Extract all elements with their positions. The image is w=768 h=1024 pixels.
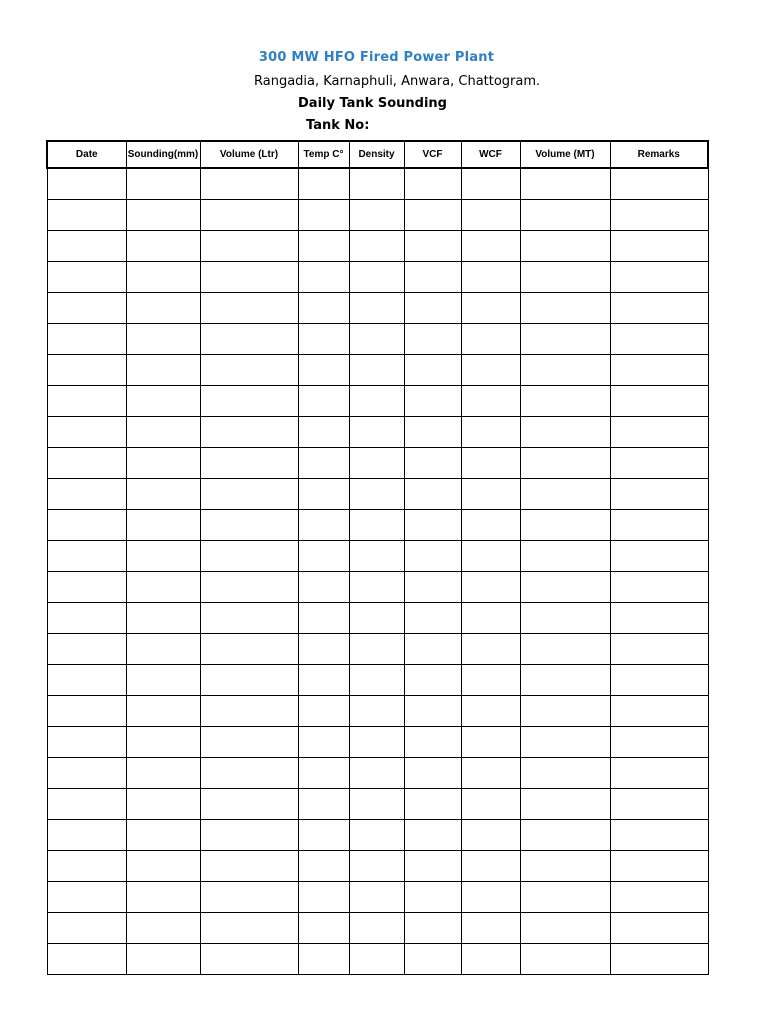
table-cell[interactable] (200, 448, 298, 479)
table-cell[interactable] (349, 820, 404, 851)
table-cell[interactable] (47, 665, 126, 696)
table-cell[interactable] (298, 603, 349, 634)
table-cell[interactable] (126, 479, 200, 510)
table-row (47, 913, 708, 944)
column-header-sounding: Sounding(mm) (126, 141, 200, 168)
table-cell[interactable] (349, 479, 404, 510)
table-cell[interactable] (520, 758, 610, 789)
table-cell[interactable] (298, 231, 349, 262)
table-cell[interactable] (520, 789, 610, 820)
table-cell[interactable] (349, 262, 404, 293)
table-cell[interactable] (349, 727, 404, 758)
table-cell[interactable] (461, 572, 520, 603)
table-cell[interactable] (461, 324, 520, 355)
table-cell[interactable] (610, 293, 708, 324)
table-cell[interactable] (520, 665, 610, 696)
sheet-heading: Daily Tank Sounding (298, 96, 447, 111)
table-row (47, 386, 708, 417)
table-cell[interactable] (461, 851, 520, 882)
table-cell[interactable] (610, 634, 708, 665)
table-cell[interactable] (610, 417, 708, 448)
table-cell[interactable] (461, 665, 520, 696)
table-cell[interactable] (461, 696, 520, 727)
table-cell[interactable] (47, 634, 126, 665)
table-cell[interactable] (200, 324, 298, 355)
column-header-remarks: Remarks (610, 141, 708, 168)
table-row (47, 603, 708, 634)
table-cell[interactable] (298, 634, 349, 665)
table-cell[interactable] (461, 541, 520, 572)
table-cell[interactable] (404, 168, 461, 200)
table-cell[interactable] (404, 696, 461, 727)
table-cell[interactable] (47, 572, 126, 603)
table-cell[interactable] (126, 634, 200, 665)
table-cell[interactable] (126, 727, 200, 758)
table-cell[interactable] (298, 820, 349, 851)
table-cell[interactable] (461, 355, 520, 386)
table-cell[interactable] (610, 665, 708, 696)
table-cell[interactable] (404, 386, 461, 417)
table-cell[interactable] (404, 572, 461, 603)
table-cell[interactable] (298, 200, 349, 231)
table-cell[interactable] (520, 603, 610, 634)
table-cell[interactable] (461, 820, 520, 851)
table-cell[interactable] (47, 168, 126, 200)
table-cell[interactable] (47, 758, 126, 789)
table-cell[interactable] (47, 510, 126, 541)
table-cell[interactable] (404, 479, 461, 510)
table-cell[interactable] (520, 448, 610, 479)
table-cell[interactable] (298, 851, 349, 882)
table-cell[interactable] (610, 851, 708, 882)
table-cell[interactable] (298, 727, 349, 758)
table-cell[interactable] (126, 758, 200, 789)
table-cell[interactable] (404, 417, 461, 448)
table-cell[interactable] (298, 417, 349, 448)
table-cell[interactable] (126, 293, 200, 324)
table-cell[interactable] (47, 913, 126, 944)
table-cell[interactable] (126, 417, 200, 448)
table-cell[interactable] (47, 696, 126, 727)
table-cell[interactable] (461, 944, 520, 975)
table-cell[interactable] (610, 200, 708, 231)
table-cell[interactable] (298, 665, 349, 696)
table-cell[interactable] (126, 665, 200, 696)
table-cell[interactable] (349, 541, 404, 572)
table-cell[interactable] (349, 603, 404, 634)
table-cell[interactable] (200, 820, 298, 851)
table-cell[interactable] (610, 789, 708, 820)
table-cell[interactable] (47, 944, 126, 975)
table-row (47, 479, 708, 510)
table-cell[interactable] (404, 231, 461, 262)
table-cell[interactable] (404, 510, 461, 541)
table-cell[interactable] (47, 851, 126, 882)
table-cell[interactable] (47, 386, 126, 417)
table-cell[interactable] (520, 820, 610, 851)
table-row (47, 293, 708, 324)
table-cell[interactable] (200, 851, 298, 882)
table-cell[interactable] (298, 324, 349, 355)
table-cell[interactable] (461, 293, 520, 324)
table-cell[interactable] (520, 634, 610, 665)
table-cell[interactable] (200, 386, 298, 417)
table-cell[interactable] (349, 386, 404, 417)
table-cell[interactable] (47, 541, 126, 572)
table-cell[interactable] (349, 851, 404, 882)
table-cell[interactable] (349, 944, 404, 975)
table-cell[interactable] (404, 324, 461, 355)
plant-title: 300 MW HFO Fired Power Plant (258, 50, 495, 65)
table-row (47, 324, 708, 355)
table-cell[interactable] (126, 262, 200, 293)
table-cell[interactable] (461, 913, 520, 944)
table-cell[interactable] (610, 510, 708, 541)
table-cell[interactable] (126, 386, 200, 417)
table-cell[interactable] (610, 324, 708, 355)
table-cell[interactable] (126, 510, 200, 541)
table-cell[interactable] (610, 820, 708, 851)
table-cell[interactable] (461, 882, 520, 913)
table-cell[interactable] (404, 913, 461, 944)
table-cell[interactable] (520, 355, 610, 386)
table-cell[interactable] (349, 293, 404, 324)
table-cell[interactable] (200, 913, 298, 944)
table-cell[interactable] (298, 572, 349, 603)
table-cell[interactable] (610, 386, 708, 417)
table-cell[interactable] (47, 789, 126, 820)
table-cell[interactable] (47, 479, 126, 510)
table-cell[interactable] (47, 727, 126, 758)
table-cell[interactable] (610, 448, 708, 479)
table-cell[interactable] (126, 944, 200, 975)
table-cell[interactable] (298, 510, 349, 541)
table-cell[interactable] (47, 448, 126, 479)
table-cell[interactable] (349, 789, 404, 820)
table-cell[interactable] (610, 882, 708, 913)
table-cell[interactable] (200, 634, 298, 665)
table-cell[interactable] (520, 882, 610, 913)
table-row (47, 727, 708, 758)
table-cell[interactable] (126, 200, 200, 231)
table-cell[interactable] (349, 882, 404, 913)
table-cell[interactable] (200, 789, 298, 820)
table-cell[interactable] (298, 944, 349, 975)
table-cell[interactable] (349, 510, 404, 541)
table-cell[interactable] (126, 696, 200, 727)
table-cell[interactable] (520, 200, 610, 231)
table-cell[interactable] (47, 417, 126, 448)
table-cell[interactable] (610, 355, 708, 386)
table-cell[interactable] (349, 168, 404, 200)
table-cell[interactable] (520, 293, 610, 324)
table-cell[interactable] (461, 200, 520, 231)
table-cell[interactable] (404, 851, 461, 882)
table-cell[interactable] (298, 293, 349, 324)
table-cell[interactable] (349, 355, 404, 386)
table-cell[interactable] (298, 168, 349, 200)
table-row (47, 168, 708, 200)
table-cell[interactable] (461, 727, 520, 758)
table-cell[interactable] (298, 448, 349, 479)
table-row (47, 665, 708, 696)
table-cell[interactable] (47, 882, 126, 913)
table-cell[interactable] (520, 572, 610, 603)
sounding-table (46, 140, 709, 975)
table-row (47, 231, 708, 262)
table-cell[interactable] (47, 324, 126, 355)
column-header-date: Date (47, 141, 126, 168)
table-cell[interactable] (610, 603, 708, 634)
table-cell[interactable] (520, 324, 610, 355)
table-cell[interactable] (461, 603, 520, 634)
table-row (47, 758, 708, 789)
table-cell[interactable] (47, 231, 126, 262)
column-header-wcf: WCF (461, 141, 520, 168)
table-cell[interactable] (126, 789, 200, 820)
table-row (47, 541, 708, 572)
table-cell[interactable] (349, 665, 404, 696)
table-cell[interactable] (200, 231, 298, 262)
table-row (47, 355, 708, 386)
table-cell[interactable] (461, 758, 520, 789)
table-cell[interactable] (200, 882, 298, 913)
table-cell[interactable] (126, 448, 200, 479)
table-row (47, 851, 708, 882)
table-cell[interactable] (404, 541, 461, 572)
table-cell[interactable] (200, 696, 298, 727)
table-cell[interactable] (298, 541, 349, 572)
table-cell[interactable] (47, 293, 126, 324)
column-header-temp: Temp C° (298, 141, 349, 168)
table-cell[interactable] (461, 510, 520, 541)
table-cell[interactable] (47, 262, 126, 293)
table-cell[interactable] (520, 417, 610, 448)
table-cell[interactable] (461, 479, 520, 510)
table-row (47, 448, 708, 479)
table-cell[interactable] (404, 200, 461, 231)
column-header-volume-ltr: Volume (Ltr) (200, 141, 298, 168)
table-cell[interactable] (200, 727, 298, 758)
table-row (47, 820, 708, 851)
table-cell[interactable] (298, 696, 349, 727)
table-cell[interactable] (200, 355, 298, 386)
table-cell[interactable] (298, 386, 349, 417)
table-cell[interactable] (404, 603, 461, 634)
table-cell[interactable] (349, 231, 404, 262)
table-cell[interactable] (520, 479, 610, 510)
table-cell[interactable] (47, 200, 126, 231)
table-cell[interactable] (404, 355, 461, 386)
table-row (47, 572, 708, 603)
table-cell[interactable] (200, 541, 298, 572)
table-cell[interactable] (200, 758, 298, 789)
table-row (47, 789, 708, 820)
table-cell[interactable] (520, 262, 610, 293)
table-row (47, 200, 708, 231)
table-cell[interactable] (126, 324, 200, 355)
table-cell[interactable] (520, 386, 610, 417)
table-row (47, 882, 708, 913)
column-header-density: Density (349, 141, 404, 168)
table-row (47, 634, 708, 665)
table-cell[interactable] (404, 293, 461, 324)
table-cell[interactable] (610, 913, 708, 944)
table-cell[interactable] (461, 231, 520, 262)
table-cell[interactable] (200, 200, 298, 231)
table-cell[interactable] (349, 448, 404, 479)
table-cell[interactable] (610, 572, 708, 603)
table-cell[interactable] (200, 168, 298, 200)
table-cell[interactable] (404, 944, 461, 975)
table-cell[interactable] (200, 603, 298, 634)
table-cell[interactable] (47, 355, 126, 386)
table-cell[interactable] (461, 168, 520, 200)
table-cell[interactable] (126, 851, 200, 882)
table-row (47, 696, 708, 727)
table-cell[interactable] (349, 572, 404, 603)
table-cell[interactable] (610, 758, 708, 789)
table-cell[interactable] (520, 913, 610, 944)
table-cell[interactable] (126, 603, 200, 634)
table-cell[interactable] (298, 913, 349, 944)
table-cell[interactable] (349, 696, 404, 727)
table-cell[interactable] (298, 758, 349, 789)
column-header-vcf: VCF (404, 141, 461, 168)
table-cell[interactable] (126, 913, 200, 944)
table-cell[interactable] (610, 168, 708, 200)
table-cell[interactable] (126, 820, 200, 851)
table-cell[interactable] (404, 634, 461, 665)
table-cell[interactable] (520, 541, 610, 572)
table-row (47, 417, 708, 448)
table-cell[interactable] (126, 572, 200, 603)
table-cell[interactable] (298, 479, 349, 510)
table-cell[interactable] (349, 200, 404, 231)
table-cell[interactable] (610, 541, 708, 572)
table-cell[interactable] (200, 665, 298, 696)
table-cell[interactable] (298, 355, 349, 386)
table-cell[interactable] (47, 603, 126, 634)
table-cell[interactable] (200, 572, 298, 603)
table-cell[interactable] (520, 510, 610, 541)
table-cell[interactable] (610, 944, 708, 975)
plant-address: Rangadia, Karnaphuli, Anwara, Chattogram. (254, 74, 541, 89)
table-cell[interactable] (610, 727, 708, 758)
table-cell[interactable] (349, 913, 404, 944)
table-row (47, 510, 708, 541)
table-cell[interactable] (200, 262, 298, 293)
table-cell[interactable] (298, 262, 349, 293)
table-body (47, 168, 708, 975)
table-cell[interactable] (200, 417, 298, 448)
header-row (47, 141, 708, 168)
table-cell[interactable] (461, 386, 520, 417)
table-cell[interactable] (200, 944, 298, 975)
table-cell[interactable] (349, 634, 404, 665)
table-cell[interactable] (404, 820, 461, 851)
table-row (47, 262, 708, 293)
table-cell[interactable] (126, 882, 200, 913)
table-cell[interactable] (200, 293, 298, 324)
table-cell[interactable] (349, 417, 404, 448)
table-cell[interactable] (298, 789, 349, 820)
table-cell[interactable] (404, 262, 461, 293)
table-cell[interactable] (461, 417, 520, 448)
tank-number-label: Tank No: (306, 118, 370, 133)
table-cell[interactable] (610, 262, 708, 293)
table-cell[interactable] (404, 758, 461, 789)
table-cell[interactable] (520, 231, 610, 262)
table-cell[interactable] (126, 541, 200, 572)
table-cell[interactable] (404, 448, 461, 479)
table-cell[interactable] (610, 231, 708, 262)
table-cell[interactable] (404, 882, 461, 913)
table-cell[interactable] (47, 820, 126, 851)
table-cell[interactable] (404, 727, 461, 758)
table-cell[interactable] (126, 168, 200, 200)
table-cell[interactable] (520, 851, 610, 882)
table-cell[interactable] (404, 665, 461, 696)
table-cell[interactable] (520, 727, 610, 758)
table-cell[interactable] (200, 510, 298, 541)
table-cell[interactable] (349, 324, 404, 355)
table-cell[interactable] (610, 696, 708, 727)
table-cell[interactable] (126, 355, 200, 386)
table-cell[interactable] (520, 696, 610, 727)
table-cell[interactable] (610, 479, 708, 510)
table-cell[interactable] (461, 262, 520, 293)
table-cell[interactable] (461, 448, 520, 479)
table-cell[interactable] (404, 789, 461, 820)
table-row (47, 944, 708, 975)
table-cell[interactable] (520, 944, 610, 975)
table-cell[interactable] (520, 168, 610, 200)
table-cell[interactable] (461, 634, 520, 665)
table-cell[interactable] (349, 758, 404, 789)
table-cell[interactable] (126, 231, 200, 262)
table-cell[interactable] (298, 882, 349, 913)
table-cell[interactable] (200, 479, 298, 510)
column-header-volume-mt: Volume (MT) (520, 141, 610, 168)
table-cell[interactable] (461, 789, 520, 820)
